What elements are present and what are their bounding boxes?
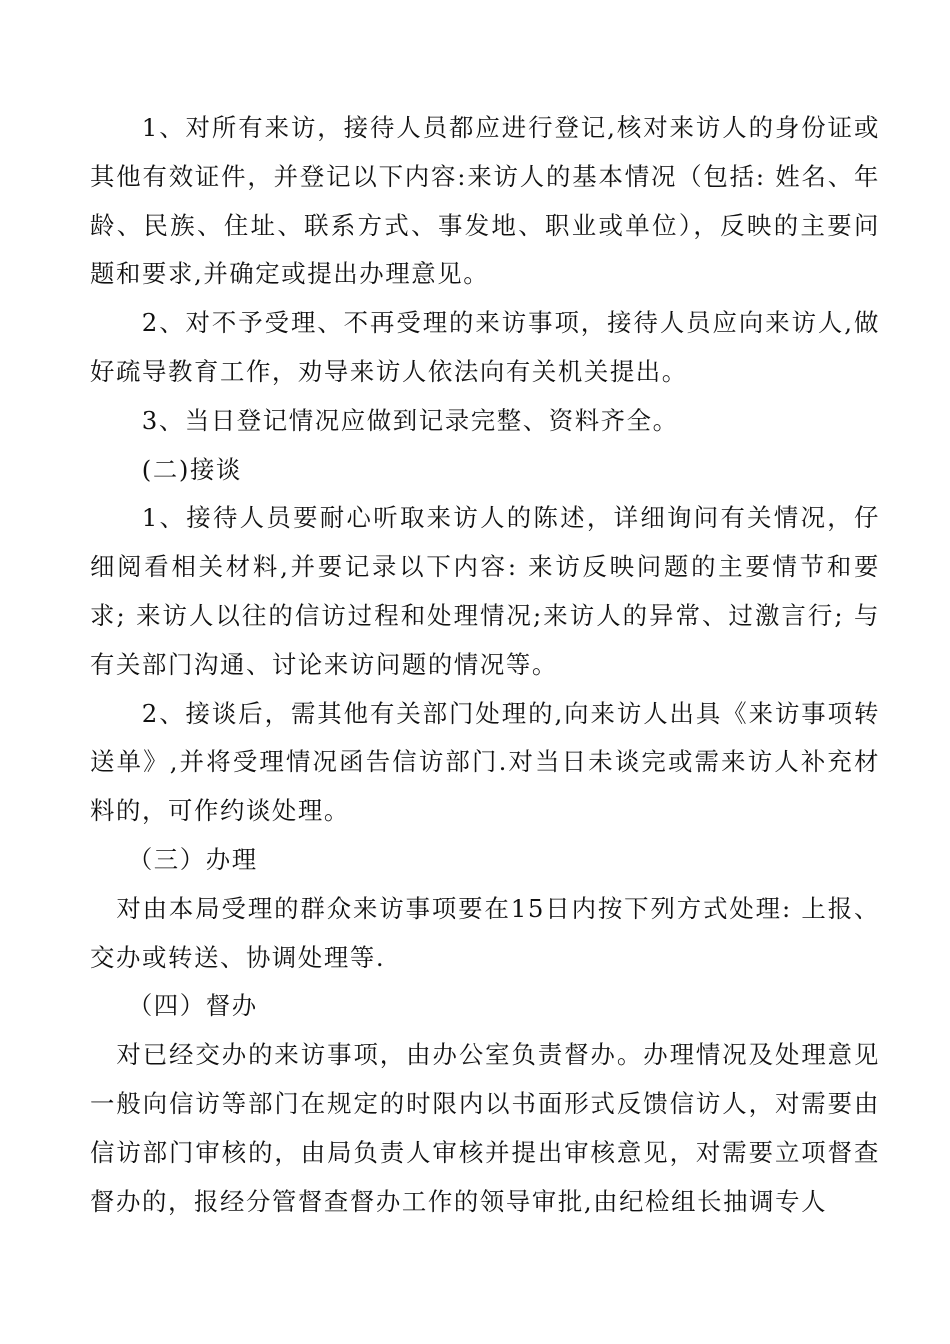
section-heading-handling: （三）办理 — [127, 844, 258, 874]
section-heading-interview: (二)接谈 — [141, 454, 242, 484]
paragraph-registration-content: 1、对所有来访，接待人员都应进行登记,核对来访人的身份证或其他有效证件，并登记以下内容:来访人的基本情况（包括: 姓名、年龄、民族、住址、联系方式、事发地、职业或单位），反映的主要问题和要求,并确定或提出办理意见。 — [90, 113, 880, 289]
paragraph-not-accepted: 2、对不予受理、不再受理的来访事项，接待人员应向来访人,做好疏导教育工作，劝导来访人依法向有关机关提出。 — [90, 308, 880, 386]
paragraph-transfer-form: 2、接谈后，需其他有关部门处理的,向来访人出具《来访事项转送单》,并将受理情况函告信访部门.对当日未谈完或需来访人补充材料的，可作约谈处理。 — [90, 698, 880, 826]
paragraph-supervision-detail: 对已经交办的来访事项，由办公室负责督办。办理情况及处理意见一般向信访等部门在规定的时限内以书面形式反馈信访人，对需要由信访部门审核的，由局负责人审核并提出审核意见，对需要立项督查督办的，报经分管督查督办工作的领导审批,由纪检组长抽调专人 — [90, 1040, 880, 1216]
paragraph-handling-deadline: 对由本局受理的群众来访事项要在15日内按下列方式处理: 上报、交办或转送、协调处理等. — [90, 893, 880, 972]
paragraph-interview-record: 1、接待人员要耐心听取来访人的陈述，详细询问有关情况，仔细阅看相关材料,并要记录以下内容: 来访反映问题的主要情节和要求; 来访人以往的信访过程和处理情况;来访人的异常、过激言行; 与有关部门沟通、讨论来访问题的情况等。 — [90, 503, 880, 679]
document-body — [90, 104, 880, 1226]
section-heading-supervision: （四）督办 — [127, 991, 258, 1021]
paragraph-daily-record: 3、当日登记情况应做到记录完整、资料齐全。 — [141, 405, 679, 435]
